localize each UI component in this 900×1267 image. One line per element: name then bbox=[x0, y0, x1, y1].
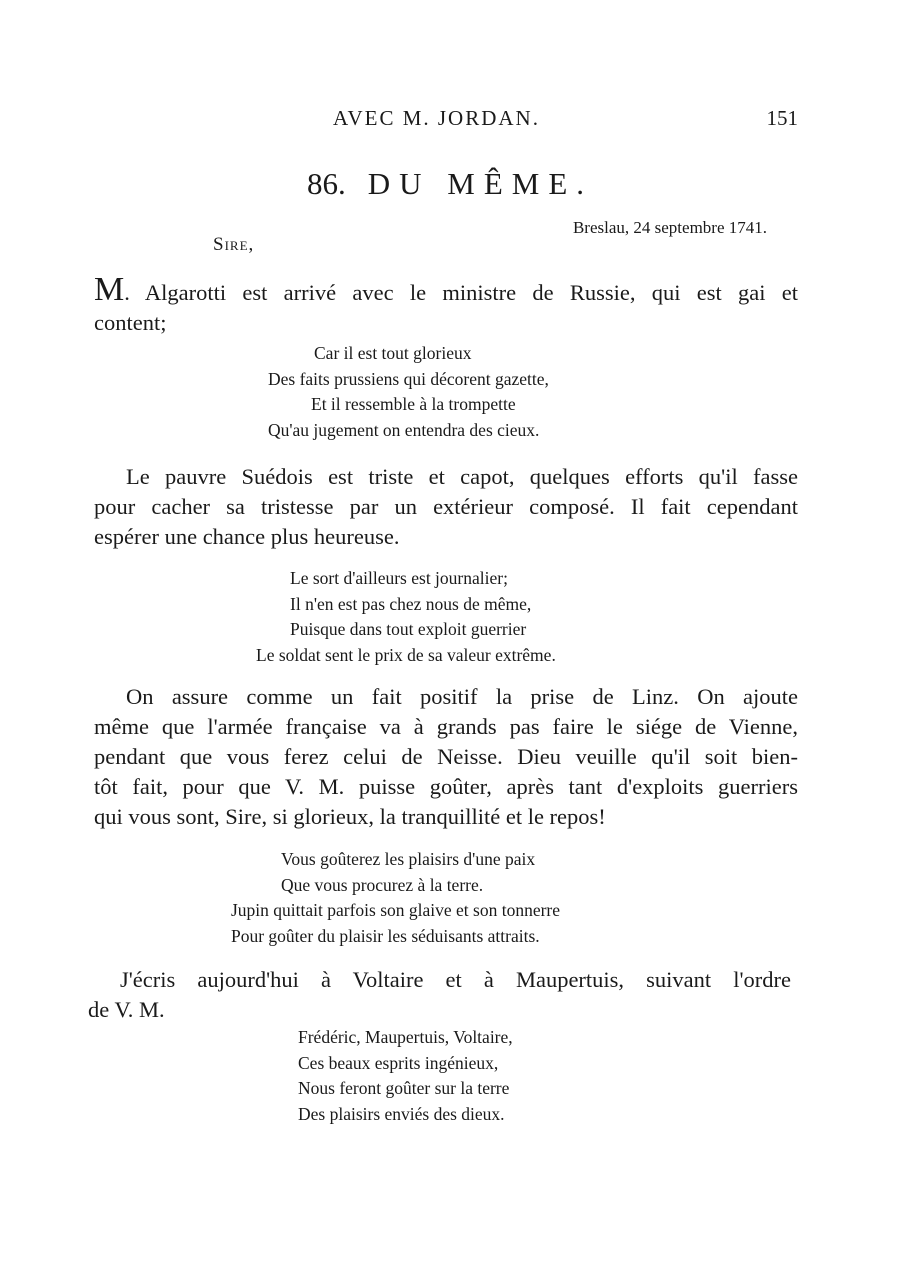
drop-cap: M bbox=[94, 271, 125, 308]
verse-line: Qu'au jugement on entendra des cieux. bbox=[268, 419, 540, 440]
paragraph-line: J'écris aujourd'hui à Voltaire et à Maupertuis, suivant l'ordre bbox=[120, 967, 791, 992]
paragraph-line: espérer une chance plus heureuse. bbox=[94, 524, 400, 549]
letter-sender: DU MÊME. bbox=[367, 166, 594, 201]
verse-line: Ces beaux esprits ingénieux, bbox=[298, 1052, 499, 1073]
paragraph-line: tôt fait, pour que V. M. puisse goûter, après tant d'exploits guerriers bbox=[94, 774, 798, 799]
dateline: Breslau, 24 septembre 1741. bbox=[572, 218, 767, 237]
paragraph-3 bbox=[94, 682, 798, 832]
verse-1 bbox=[268, 341, 549, 443]
verse-line: Le soldat sent le prix de sa valeur extrême. bbox=[256, 644, 556, 665]
paragraph-1 bbox=[94, 271, 798, 338]
verse-line: Le sort d'ailleurs est journalier; bbox=[290, 568, 508, 588]
verse-2 bbox=[256, 566, 556, 668]
paragraph-line: Le pauvre Suédois est triste et capot, quelques efforts qu'il fasse bbox=[126, 464, 798, 489]
verse-line: Frédéric, Maupertuis, Voltaire, bbox=[298, 1027, 513, 1047]
verse-line: Des plaisirs enviés des dieux. bbox=[298, 1103, 505, 1124]
paragraph-line: même que l'armée française va à grands pas faire le siége de Vienne, bbox=[94, 714, 798, 739]
verse-4 bbox=[298, 1025, 513, 1127]
verse-line: Car il est tout glorieux bbox=[314, 343, 472, 363]
verse-line: Que vous procurez à la terre. bbox=[281, 874, 484, 895]
verse-line: Nous feront goûter sur la terre bbox=[298, 1078, 510, 1098]
letter-heading bbox=[0, 166, 900, 202]
salutation: Sire, bbox=[213, 234, 255, 255]
verse-line: Et il ressemble à la trompette bbox=[311, 394, 516, 414]
paragraph-line: M. Algarotti est arrivé avec le ministre de Russie, qui est gai et bbox=[94, 271, 798, 308]
paragraph-line: pendant que vous ferez celui de Neisse. Dieu veuille qu'il soit bien- bbox=[94, 744, 798, 769]
verse-line: Jupin quittait parfois son glaive et son tonnerre bbox=[231, 900, 561, 920]
page-number: 151 bbox=[766, 106, 798, 130]
paragraph-line: qui vous sont, Sire, si glorieux, la tranquillité et le repos! bbox=[94, 804, 606, 829]
paragraph-line: content; bbox=[94, 310, 167, 335]
paragraph-4 bbox=[88, 965, 791, 1025]
running-head: AVEC M. JORDAN. bbox=[333, 106, 540, 130]
letter-number: 86. bbox=[306, 166, 346, 201]
paragraph-line: pour cacher sa tristesse par un extérieur composé. Il fait cependant bbox=[94, 494, 798, 519]
verse-line: Pour goûter du plaisir les séduisants attraits. bbox=[231, 925, 540, 946]
verse-line: Puisque dans tout exploit guerrier bbox=[290, 619, 527, 639]
paragraph-line: On assure comme un fait positif la prise de Linz. On ajoute bbox=[126, 684, 798, 709]
verse-3 bbox=[231, 847, 560, 949]
paragraph-line: de V. M. bbox=[88, 997, 165, 1022]
verse-line: Il n'en est pas chez nous de même, bbox=[290, 593, 532, 614]
verse-line: Des faits prussiens qui décorent gazette, bbox=[268, 368, 549, 389]
verse-line: Vous goûterez les plaisirs d'une paix bbox=[281, 849, 536, 869]
paragraph-2 bbox=[94, 462, 798, 552]
